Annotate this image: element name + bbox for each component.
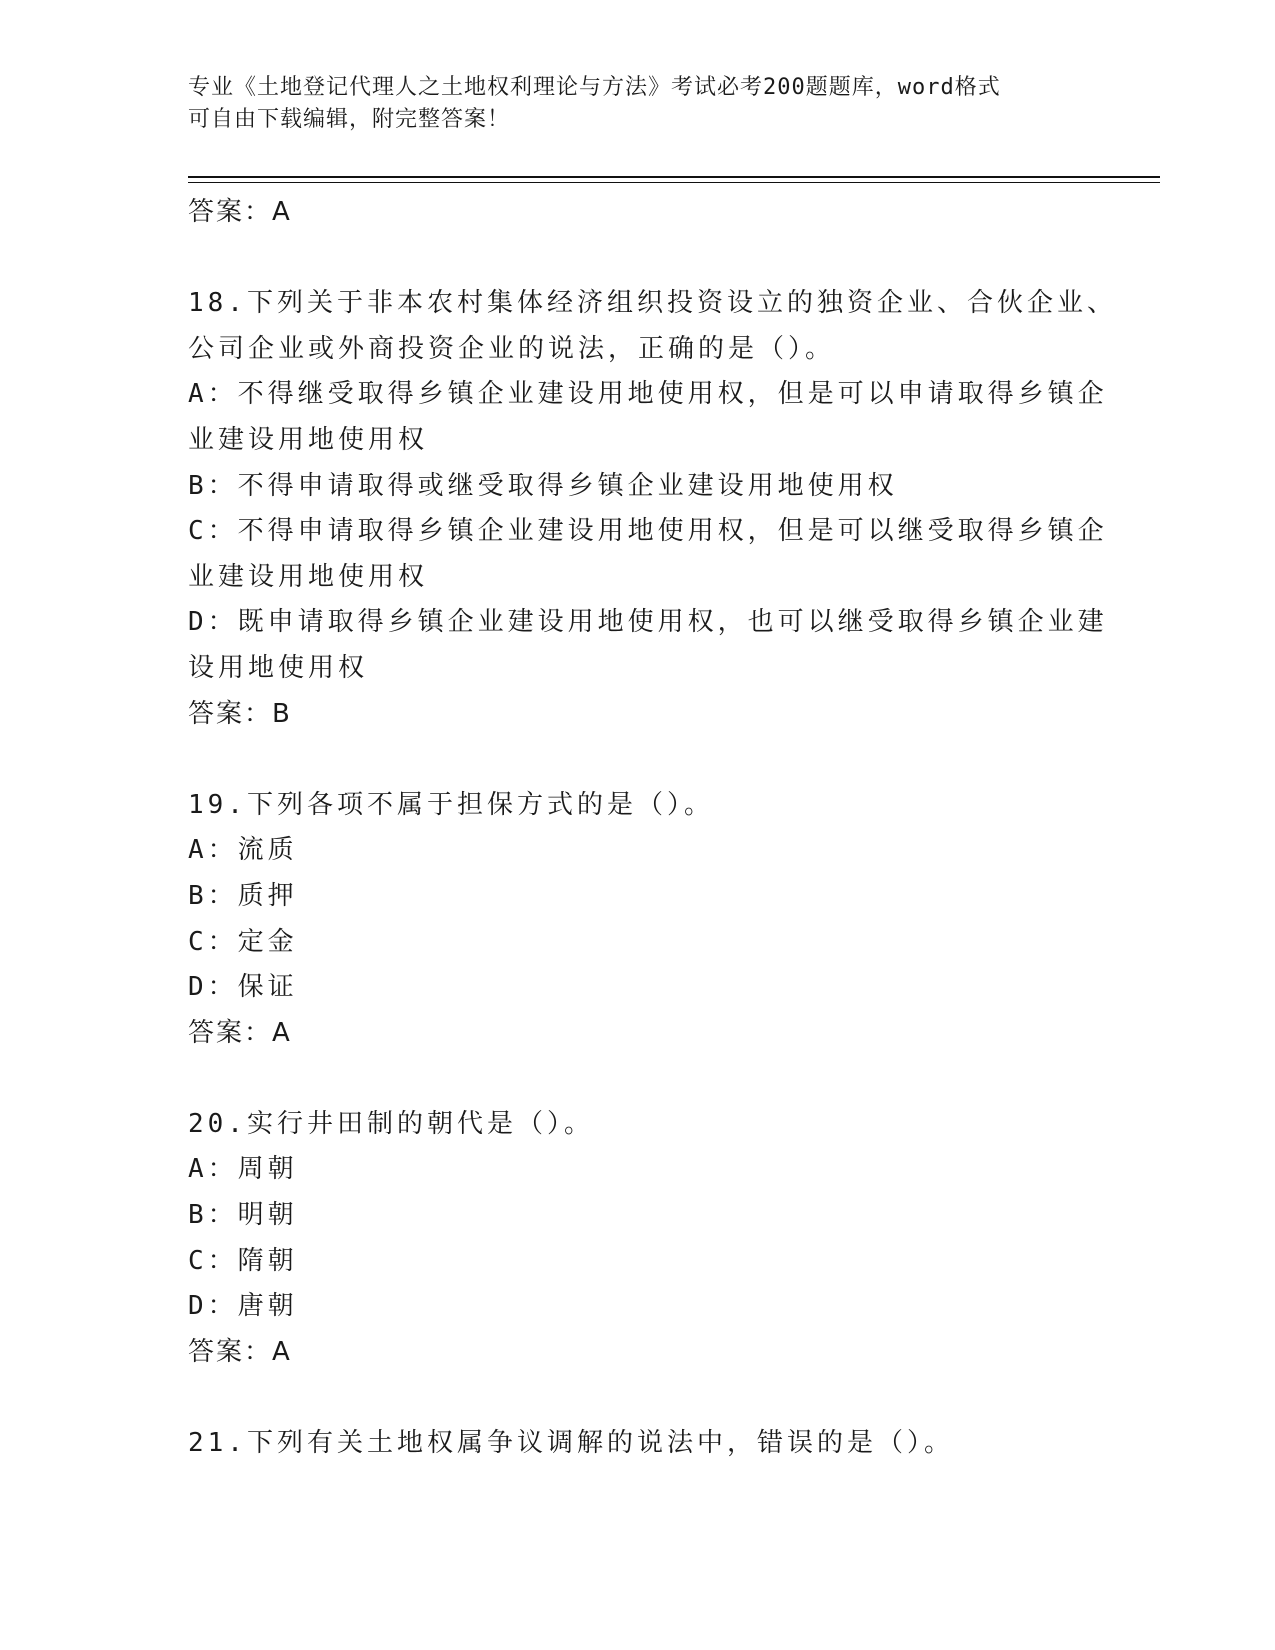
question-20-stem: 20.实行井田制的朝代是（）。 (188, 1108, 594, 1139)
document-header (188, 72, 1068, 136)
question-18-option-d-2: 设用地使用权 (188, 652, 369, 683)
question-18-option-c-2: 业建设用地使用权 (188, 561, 429, 592)
question-19 (188, 783, 1088, 1057)
header-divider-thin (188, 182, 1160, 183)
question-19-option-b: B：质押 (188, 880, 298, 911)
question-19-option-c: C：定金 (188, 926, 298, 957)
header-divider-thick (188, 176, 1160, 178)
question-21-stem: 21.下列有关土地权属争议调解的说法中，错误的是（）。 (188, 1428, 954, 1459)
header-line-1: 专业《土地登记代理人之土地权利理论与方法》考试必考200题题库，word格式 (188, 75, 1001, 100)
question-19-stem: 19.下列各项不属于担保方式的是（）。 (188, 789, 714, 820)
question-20-option-a: A：周朝 (188, 1154, 298, 1185)
question-18-option-a-1: A：不得继受取得乡镇企业建设用地使用权，但是可以申请取得乡镇企 (188, 379, 1108, 410)
question-18-option-d-1: D：既申请取得乡镇企业建设用地使用权，也可以继受取得乡镇企业建 (188, 607, 1108, 638)
question-20-option-d: D：唐朝 (188, 1291, 298, 1322)
question-content (188, 190, 1117, 1467)
question-20-option-c: C：隋朝 (188, 1245, 298, 1276)
question-21 (188, 1421, 1088, 1467)
question-18-stem-2: 公司企业或外商投资企业的说法，正确的是（）。 (188, 333, 836, 364)
question-20-option-b: B：明朝 (188, 1200, 298, 1231)
question-18 (188, 281, 1117, 737)
question-18-option-a-2: 业建设用地使用权 (188, 424, 429, 455)
question-19-option-d: D：保证 (188, 972, 298, 1003)
question-19-answer: 答案：A (188, 1017, 292, 1048)
question-19-option-a: A：流质 (188, 835, 298, 866)
question-18-option-b: B：不得申请取得或继受取得乡镇企业建设用地使用权 (188, 470, 898, 501)
previous-answer: 答案：A (188, 197, 292, 227)
question-18-answer: 答案：B (188, 698, 292, 729)
question-20-answer: 答案：A (188, 1336, 292, 1367)
header-line-2: 可自由下载编辑，附完整答案！ (188, 107, 511, 132)
question-18-stem-1: 18.下列关于非本农村集体经济组织投资设立的独资企业、合伙企业、 (188, 288, 1117, 319)
question-18-option-c-1: C：不得申请取得乡镇企业建设用地使用权，但是可以继受取得乡镇企 (188, 516, 1108, 547)
question-20 (188, 1102, 1088, 1376)
